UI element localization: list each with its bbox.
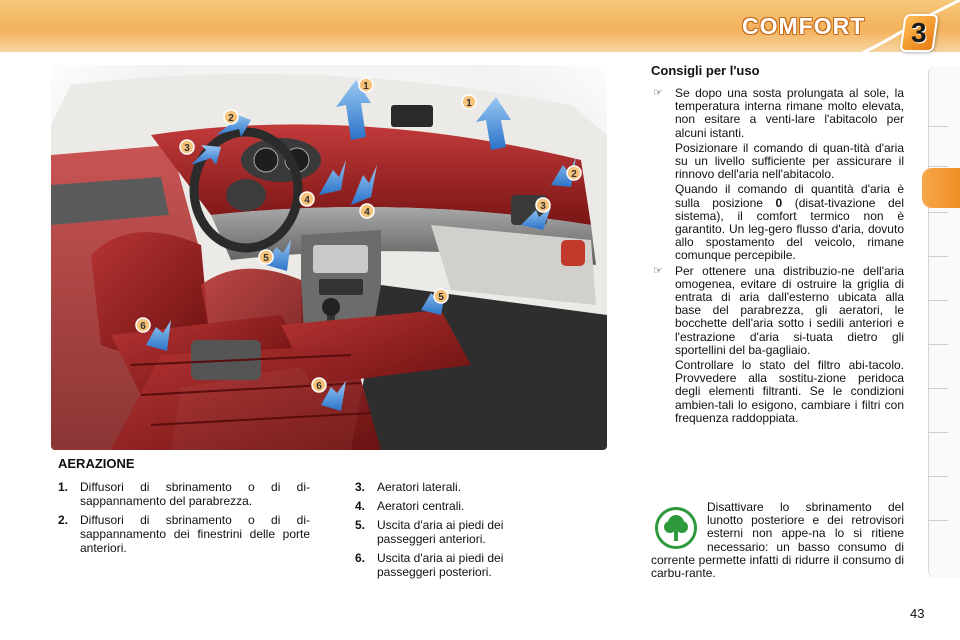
- pointing-hand-icon: ☞: [653, 87, 663, 99]
- svg-text:1: 1: [466, 98, 472, 109]
- tab-divider: [928, 432, 948, 433]
- advice-paragraph: Controllare lo stato del filtro abi-tacolo. Provvedere alla sostitu-zione peridoca degli elementi filtranti. Se le condizioni ambien-tali lo esigono, cambiare i filtri con frequenza raddoppiata.: [675, 358, 904, 425]
- tab-divider: [928, 212, 948, 213]
- tab-divider: [928, 520, 948, 521]
- svg-text:2: 2: [228, 113, 234, 124]
- aeration-title: AERAZIONE: [58, 456, 135, 471]
- item-text: Uscita d'aria ai piedi dei passeggeri anteriori.: [377, 518, 504, 546]
- advice-text: Quando il comando di quantità d'aria è sulla posizione: [675, 182, 904, 210]
- callout-5a: [259, 250, 273, 264]
- list-item: [58, 480, 310, 508]
- item-text: Diffusori di sbrinamento o di di-sappannamento del parabrezza.: [80, 480, 310, 508]
- svg-text:2: 2: [571, 169, 577, 180]
- item-text: Uscita d'aria ai piedi dei passeggeri posteriori.: [377, 551, 504, 579]
- tab-divider: [928, 126, 948, 127]
- list-item: [355, 518, 545, 546]
- item-number: 5.: [355, 518, 366, 532]
- item-number: 4.: [355, 499, 366, 513]
- callout-3a: [180, 140, 194, 154]
- svg-text:5: 5: [438, 292, 444, 303]
- list-item: [355, 551, 545, 579]
- tab-divider: [928, 166, 948, 167]
- callout-2a: [224, 110, 238, 124]
- callout-4a: [300, 192, 314, 206]
- tab-divider: [928, 300, 948, 301]
- chapter-tab-active[interactable]: [922, 168, 960, 208]
- tab-divider: [928, 476, 948, 477]
- advice-title: Consigli per l'uso: [651, 63, 760, 78]
- advice-paragraph: Posizionare il comando di quan-tità d'aria su un livello sufficiente per assicurare il rinnovo dell'aria nell'abitacolo.: [675, 140, 904, 182]
- tab-divider: [928, 344, 948, 345]
- index-tab-strip: [928, 66, 960, 578]
- svg-text:6: 6: [140, 321, 146, 332]
- eco-tip: [651, 501, 904, 580]
- svg-text:3: 3: [540, 201, 546, 212]
- advice-text: (disat-tivazione del sistema), il comfort termico non è garantito. Un leg-gero flusso d'aria, dovuto allo spostamento del veicolo, rimane comunque percepibile.: [675, 195, 904, 263]
- eco-text: Disattivare lo sbrinamento del lunotto posteriore e dei retrovisori esterni non appe-na lo si ritiene necessario: un basso consumo di corrente permette infatti di ridurre il consumo di carbu-rante.: [651, 500, 904, 581]
- advice-text: Se dopo una sosta prolungata al sole, la temperatura interna rimane molto elevata, non esitare a venti-lare l'abitacolo per alcuni istanti.: [675, 86, 904, 140]
- advice-bullet: [651, 87, 904, 140]
- svg-text:1: 1: [363, 81, 369, 92]
- tree-icon: [655, 507, 697, 549]
- callout-1b: [462, 95, 476, 109]
- item-number: 3.: [355, 480, 366, 494]
- advice-paragraph: [651, 183, 904, 262]
- list-item: [355, 499, 545, 513]
- svg-text:5: 5: [263, 253, 269, 264]
- position-zero: 0: [775, 195, 783, 210]
- callout-4b: [360, 204, 374, 218]
- callout-6b: [312, 378, 326, 392]
- advice-bullet: [651, 265, 904, 357]
- callout-6a: [136, 318, 150, 332]
- callout-1a: [359, 78, 373, 92]
- svg-text:4: 4: [364, 207, 370, 218]
- chapter-number: 3: [911, 17, 927, 48]
- page-number: 43: [910, 606, 925, 621]
- advice-text: Per ottenere una distribuzio-ne dell'aria omogenea, evitare di ostruire la griglia di entrata di aria dall'esterno ubicata alla base del parabrezza, gli aeratori, le bocchette dell'aria sotto i sedili anteriori e l'estrazione d'aria si-tuata dietro gli sportellini del ba-gagliaio.: [675, 263, 904, 357]
- item-number: 2.: [58, 513, 69, 527]
- tab-divider: [928, 388, 948, 389]
- tab-divider: [928, 256, 948, 257]
- item-text: Aeratori centrali.: [377, 499, 465, 513]
- callout-3b: [536, 198, 550, 212]
- item-text: Diffusori di sbrinamento o di di-sappannamento dei finestrini delle porte anteriori.: [80, 513, 310, 555]
- item-text: Aeratori laterali.: [377, 480, 462, 494]
- svg-text:3: 3: [184, 143, 190, 154]
- section-title: COMFORT: [742, 13, 866, 39]
- advice-body: [651, 87, 904, 427]
- svg-text:4: 4: [304, 195, 310, 206]
- item-number: 1.: [58, 480, 69, 494]
- aeration-list-left: [58, 480, 310, 560]
- list-item: [58, 513, 310, 555]
- car-interior-illustration: [51, 65, 607, 450]
- pointing-hand-icon: ☞: [653, 264, 663, 277]
- callout-5b: [434, 289, 448, 303]
- svg-text:6: 6: [316, 381, 322, 392]
- chapter-badge[interactable]: [899, 14, 938, 52]
- callout-2b: [567, 166, 581, 180]
- list-item: [355, 480, 545, 494]
- item-number: 6.: [355, 551, 366, 565]
- aeration-list-right: [355, 480, 545, 584]
